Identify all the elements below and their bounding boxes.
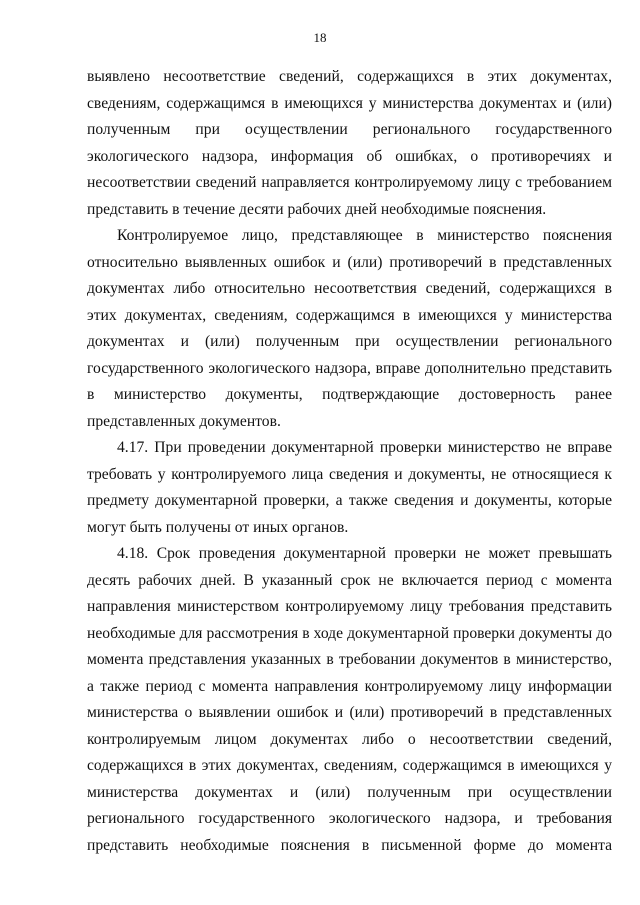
document-body xyxy=(87,64,612,859)
page-number: 18 xyxy=(313,30,327,45)
paragraph-explanations: Контролируемое лицо, представляющее в министерство пояснения относительно выявленных ошибок и (или) противоречий в представленных документах либо относительно несоответствия сведений, содержащихся в этих документах, сведениям, содержащимся в имеющихся у министерства документах и (или) полученным при осуществлении регионального государственного экологического надзора, вправе дополнительно представить в министерство документы, подтверждающие достоверность ранее представленных документов. xyxy=(87,227,612,430)
paragraph-continuation: выявлено несоответствие сведений, содержащихся в этих документах, сведениям, содержащимся в имеющихся у министерства документах и (или) полученным при осуществлении регионального государственного экологического надзора, информация об ошибках, о противоречиях и несоответствии сведений направляется контролируемому лицу с требованием представить в течение десяти рабочих дней необходимые пояснения. xyxy=(87,68,612,218)
paragraph-4-18: 4.18. Срок проведения документарной проверки не может превышать десять рабочих дней. В указанный срок не включается период с момента направления министерством контролируемому лицу требования представить необходимые для рассмотрения в ходе документарной проверки документы до момента представления указанных в требовании документов в министерство, а также период с момента направления контролируемому лицу информации министерства о выявлении ошибок и (или) противоречий в представленных контролируемым лицом документах либо о несоответствии сведений, содержащихся в этих документах, сведениям, содержащимся в имеющихся у министерства документах и (или) полученным при осуществлении регионального государственного экологического надзора, и требования представить необходимые пояснения в письменной форме до момента xyxy=(87,545,612,854)
paragraph-4-17: 4.17. При проведении документарной проверки министерство не вправе требовать у контролируемого лица сведения и документы, не относящиеся к предмету документарной проверки, а также сведения и документы, которые могут быть получены от иных органов. xyxy=(87,439,612,536)
